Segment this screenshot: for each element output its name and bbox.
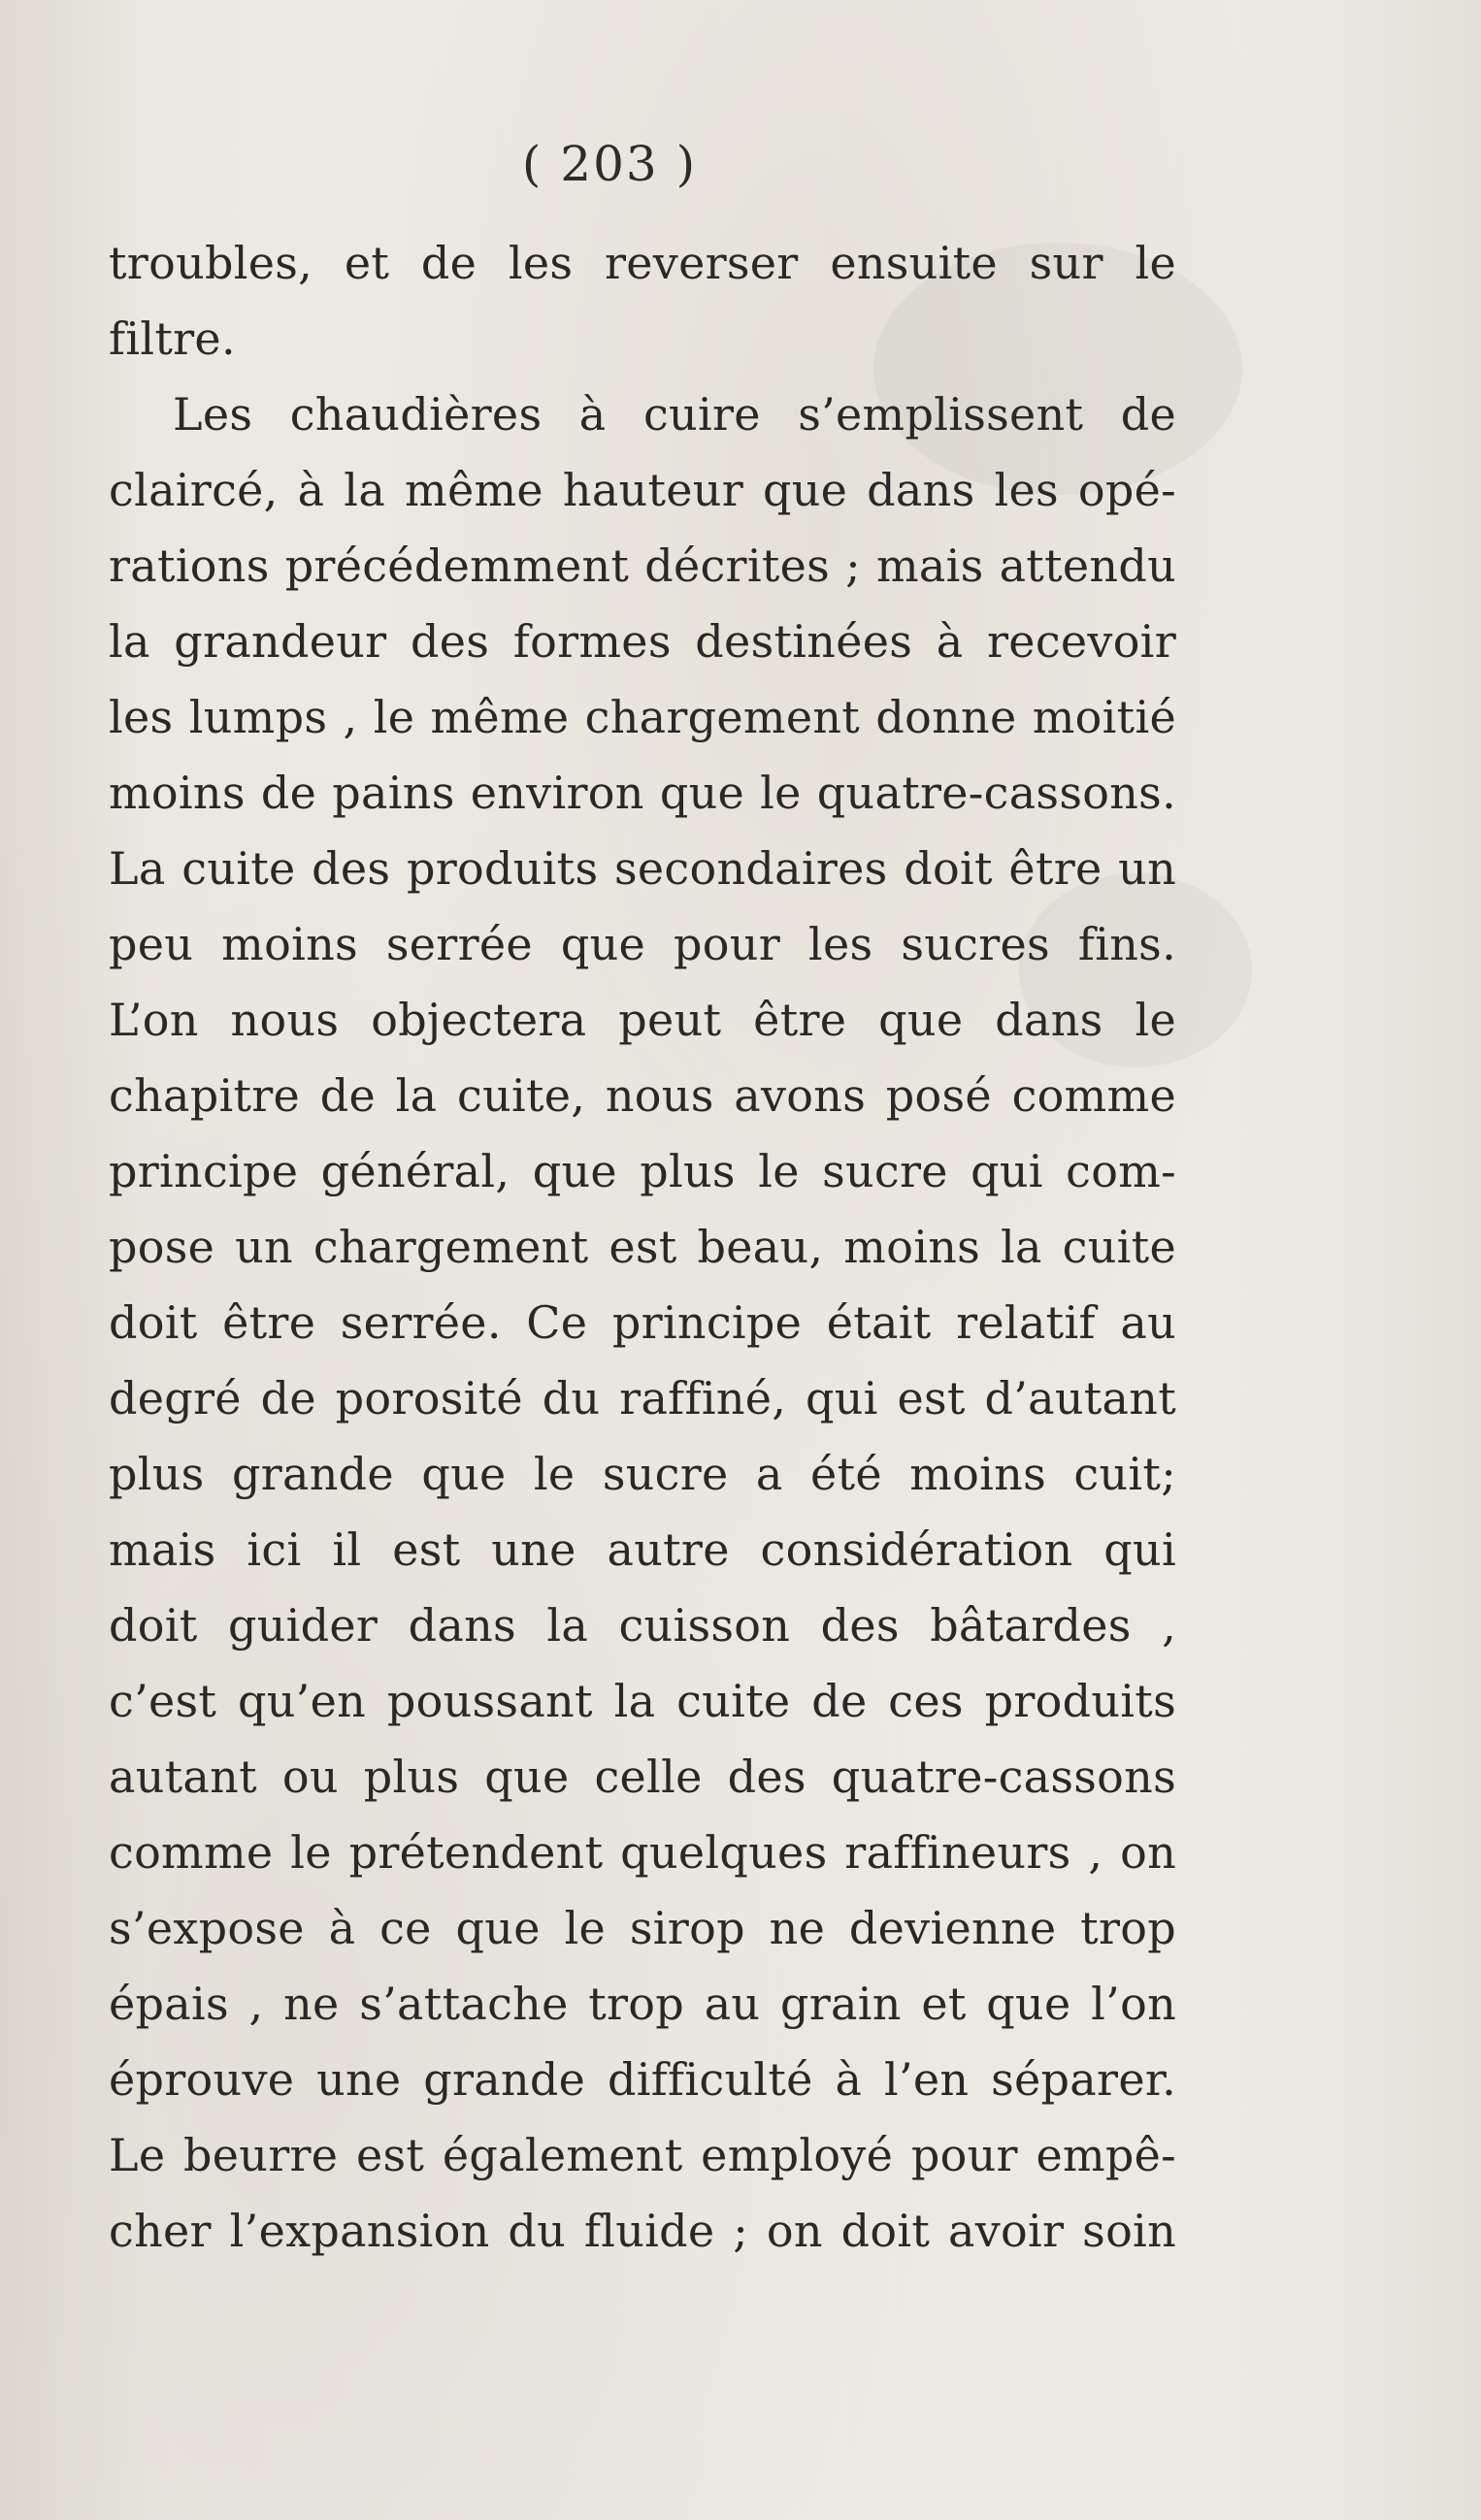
text-line: c’est qu’en poussant la cuite de ces produits	[109, 1675, 1176, 1727]
text-line: moins de pains environ que le quatre-cassons.	[109, 767, 1176, 819]
text-line: troubles, et de les reverser ensuite sur le	[109, 237, 1176, 289]
text-line: autant ou plus que celle des quatre-cassons	[109, 1751, 1176, 1803]
text-line: comme le prétendent quelques raffineurs , on	[109, 1826, 1176, 1879]
text-line: chapitre de la cuite, nous avons posé comme	[109, 1069, 1176, 1122]
text-line: doit guider dans la cuisson des bâtardes ,	[109, 1599, 1176, 1652]
text-line: filtre.	[109, 312, 236, 365]
text-line: s’expose à ce que le sirop ne devienne trop	[109, 1902, 1176, 1954]
text-line: épais , ne s’attache trop au grain et que l’on	[109, 1978, 1176, 2030]
text-line: plus grande que le sucre a été moins cuit;	[109, 1448, 1176, 1500]
text-line: Les chaudières à cuire s’emplissent de	[173, 388, 1176, 441]
page-number: ( 203 )	[521, 136, 698, 192]
text-line: pose un chargement est beau, moins la cuite	[109, 1221, 1176, 1273]
text-line: principe général, que plus le sucre qui com-	[109, 1145, 1176, 1197]
text-line: les lumps , le même chargement donne moitié	[109, 691, 1176, 743]
text-line: mais ici il est une autre considération qui	[109, 1523, 1176, 1576]
text-line: rations précédemment décrites ; mais attendu	[109, 540, 1176, 592]
body-text	[109, 225, 1176, 2269]
text-line: Le beurre est également employé pour empê-	[109, 2129, 1176, 2181]
text-line: éprouve une grande difficulté à l’en séparer.	[109, 2053, 1176, 2106]
text-line: degré de porosité du raffiné, qui est d’autant	[109, 1372, 1176, 1424]
text-line: L’on nous objectera peut être que dans le	[109, 994, 1176, 1046]
text-line: La cuite des produits secondaires doit être un	[109, 842, 1176, 895]
text-line: doit être serrée. Ce principe était relatif au	[109, 1296, 1176, 1349]
text-line: la grandeur des formes destinées à recevoir	[109, 615, 1176, 668]
text-line: claircé, à la même hauteur que dans les opé-	[109, 464, 1176, 516]
text-line: cher l’expansion du fluide ; on doit avoir soin	[109, 2205, 1176, 2257]
text-line: peu moins serrée que pour les sucres fins.	[109, 918, 1176, 970]
